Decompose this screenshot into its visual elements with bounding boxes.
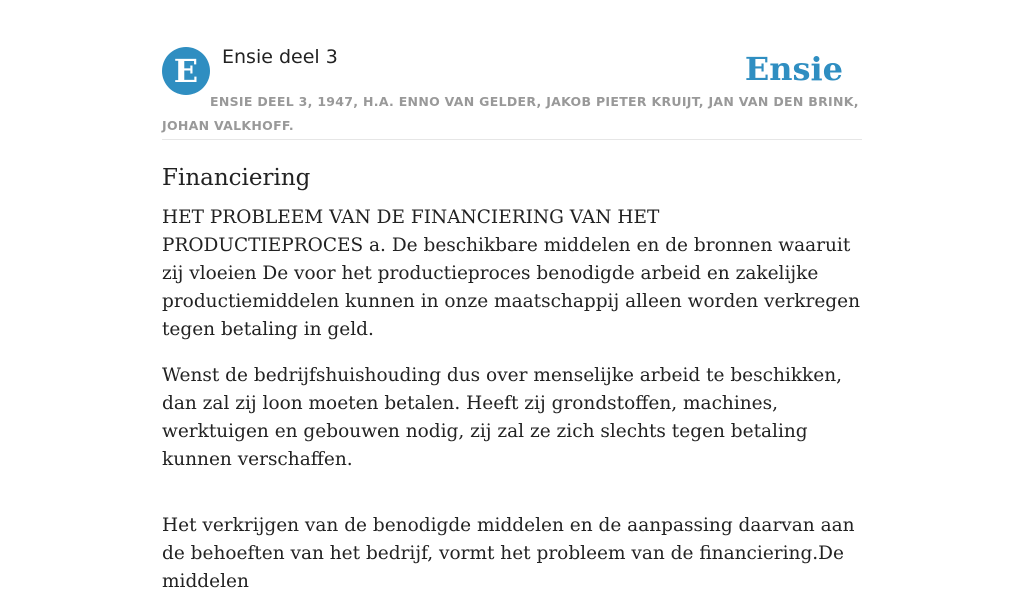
article — [162, 162, 862, 614]
article-title: Financiering — [162, 165, 311, 191]
article-paragraph: HET PROBLEEM VAN DE FINANCIERING VAN HET PRODUCTIEPROCES a. De beschikbare middelen en de bronnen waaruit zij vloeien De voor het productieproces benodigde arbeid en zakelijke productiemiddelen kunnen in onze maatschappij alleen worden verkregen tegen betaling in geld. — [162, 207, 860, 340]
ensie-logo-icon[interactable]: E — [162, 47, 210, 95]
source-meta: ENSIE DEEL 3, 1947, H.A. ENNO VAN GELDER, JAKOB PIETER KRUIJT, JAN VAN DEN BRINK, JOHAN VALKHOFF. — [162, 94, 859, 133]
article-paragraph: Wenst de bedrijfshuishouding dus over menselijke arbeid te beschikken, dan zal zij loon moeten betalen. Heeft zij grondstoffen, machines, werktuigen en gebouwen nodig, zij zal ze zich slechts tegen betaling kunnen verschaffen. — [162, 365, 842, 470]
book-title[interactable]: Ensie deel 3 — [222, 46, 338, 68]
header-divider — [162, 139, 862, 140]
article-paragraph: Het verkrijgen van de benodigde middelen en de aanpassing daarvan aan de behoeften van het bedrijf, vormt het probleem van de financiering.De middelen — [162, 515, 855, 592]
brand-logo[interactable]: Ensie — [744, 50, 843, 88]
